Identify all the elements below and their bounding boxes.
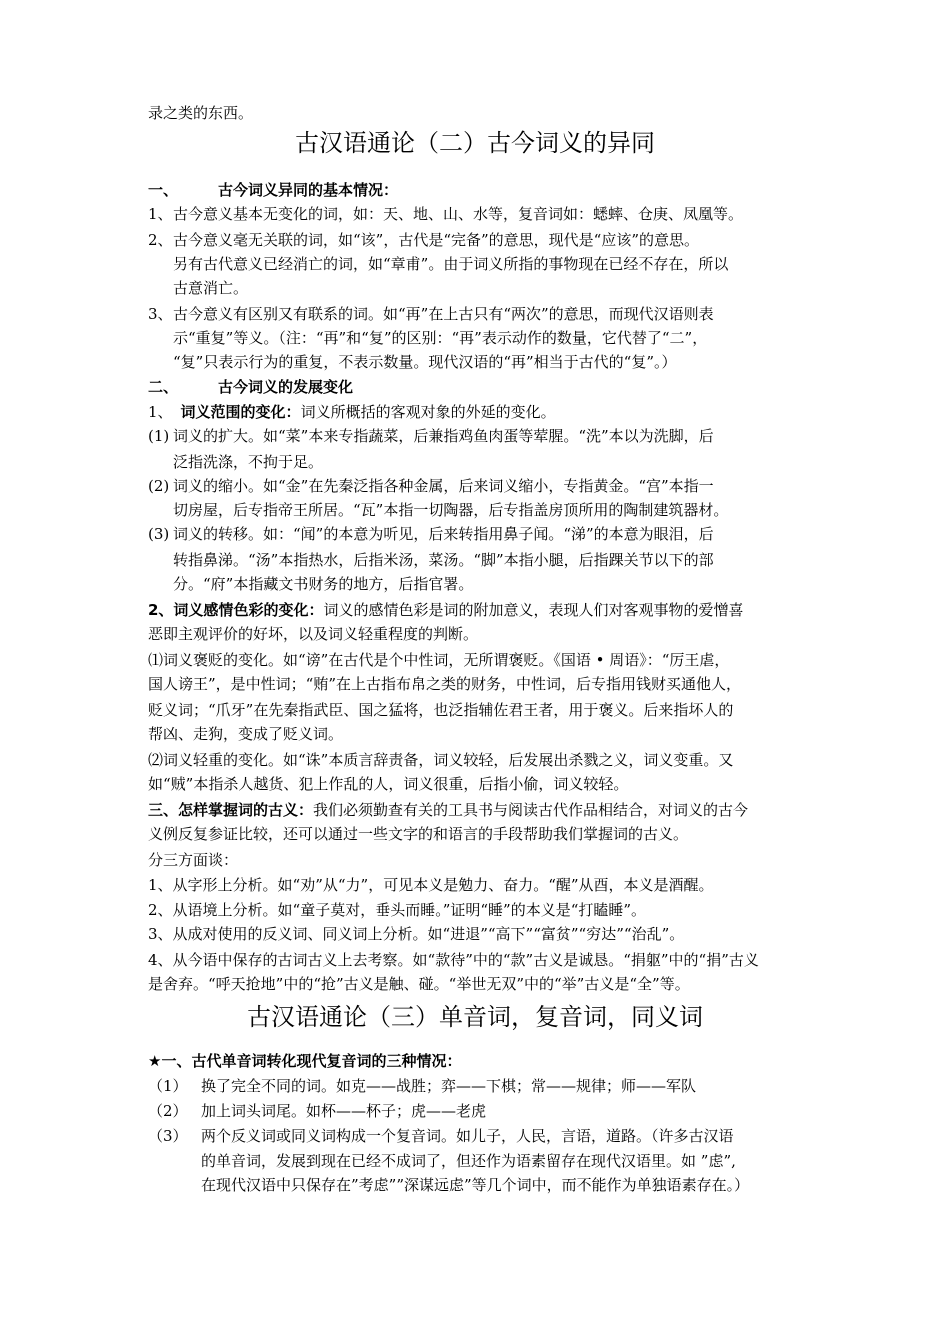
item-1-text: 古今意义基本无变化的词，如：天、地、山、水等，复音词如：蟋蟀、仓庚、凤凰等。: [173, 205, 744, 223]
item-3-line-1: 古今意义有区别又有联系的词。如“再”在上古只有“两次”的意思，而现代汉语则表: [173, 305, 714, 323]
paragraph-a-line-3: 贬义词；“爪牙”在先秦指武臣、国之猛将，也泛指辅佐君王者，用于褒义。后来指坏人的: [148, 701, 734, 719]
method-3: 3、从成对使用的反义词、同义词上分析。如“进退”“高下”“富贫”“穷达”“治乱”。: [148, 925, 685, 943]
heading-1-text: 古今词义异同的基本情况：: [218, 181, 399, 199]
subsection-1-heading: 词义范围的变化：: [180, 403, 301, 421]
subsection-1-text: 词义所概括的客观对象的外延的变化。: [300, 403, 556, 421]
heading-3-line-3: 分三方面谈：: [148, 851, 239, 869]
item-2-number: 2、: [148, 231, 173, 249]
heading-1-number: 一、: [148, 181, 179, 199]
heading-3-label: 三、怎样掌握词的古义：: [148, 801, 314, 819]
paragraph-b-line-2: 如“贼”本指杀人越货、犯上作乱的人，词义很重，后指小偷，词义较轻。: [148, 775, 629, 793]
section-3-item-2-number: （2）: [148, 1102, 188, 1120]
subsection-2-heading: 2、词义感情色彩的变化：: [148, 601, 324, 619]
subitem-1-line-2: 泛指洗涤，不拘于足。: [173, 453, 324, 471]
subitem-2-line-1: 词义的缩小。如“金”在先秦泛指各种金属，后来词义缩小，专指黄金。“宫”本指一: [173, 477, 714, 495]
heading-1: [148, 178, 398, 202]
subitem-1-number: (1): [148, 427, 170, 445]
section-3-title: 古汉语通论（三）单音词，复音词，同义词: [247, 1003, 703, 1031]
continuation-text: 录之类的东西。: [148, 104, 254, 122]
section-2-title: 古汉语通论（二）古今词义的异同: [295, 129, 655, 157]
section-3-item-3-line-2: 的单音词，发展到现在已经不成词了，但还作为语素留存在现代汉语里。如 ”虑”,: [201, 1152, 736, 1170]
item-3-number: 3、: [148, 305, 173, 323]
subsection-2: [148, 598, 743, 622]
item-2-line-1: 古今意义毫无关联的词，如“该”，古代是“完备”的意思，现代是“应该”的意思。: [173, 231, 700, 249]
item-2-line-3: 古意消亡。: [173, 279, 249, 297]
section-3-item-3-number: （3）: [148, 1127, 188, 1145]
paragraph-a-line-1: ⑴词义褒贬的变化。如“谤”在古代是个中性词，无所谓褒贬。《国语 • 周语》：“厉王虐，: [148, 651, 730, 669]
subitem-2-number: (2): [148, 477, 170, 495]
method-1: 1、从字形上分析。如“劝”从“力”，可见本义是勉力、奋力。“醒”从酉，本义是酒醒。: [148, 876, 714, 894]
item-2-line-2: 另有古代意义已经消亡的词，如“章甫”。由于词义所指的事物现在已经不存在，所以: [173, 255, 729, 273]
subitem-3-line-1: 词义的转移。如：“闻”的本意为听见，后来转指用鼻子闻。“涕”的本意为眼泪，后: [173, 525, 714, 543]
heading-2-number: 二、: [148, 378, 179, 396]
item-1-number: 1、: [148, 205, 173, 223]
section-3-item-2: 加上词头词尾。如杯——杯子；虎——老虎: [201, 1102, 487, 1120]
heading-2-text: 古今词义的发展变化: [218, 378, 354, 396]
method-4-line-2: 是舍弃。“呼天抢地”中的“抢”古义是触、碰。“举世无双”中的“举”古义是“全”等。: [148, 975, 690, 993]
section-3-item-1-number: （1）: [148, 1077, 188, 1095]
subitem-3-line-2: 转指鼻涕。“汤”本指热水，后指米汤，菜汤。“脚”本指小腿，后指踝关节以下的部: [173, 551, 714, 569]
subsection-2-line-1: 词义的感情色彩是词的附加意义，表现人们对客观事物的爱憎喜: [323, 601, 744, 619]
section-3-item-1: 换了完全不同的词。如克——战胜；弈——下棋；常——规律；师——军队: [201, 1077, 697, 1095]
subsection-2-line-2: 恶即主观评价的好坏，以及词义轻重程度的判断。: [148, 625, 479, 643]
paragraph-a-line-4: 帮凶、走狗，变成了贬义词。: [148, 725, 344, 743]
heading-3: [148, 798, 748, 822]
item-3-line-2: 示“重复”等义。（注：“再”和“复”的区别：“再”表示动作的数量，它代替了“二”，: [173, 329, 708, 347]
section-3-item-3-line-1: 两个反义词或同义词构成一个复音词。如儿子，人民，言语，道路。（许多古汉语: [201, 1127, 734, 1145]
subitem-1-line-1: 词义的扩大。如“菜”本来专指蔬菜，后兼指鸡鱼肉蛋等荤腥。“洗”本以为洗脚，后: [173, 427, 714, 445]
heading-3-line-2: 义例反复参证比较，还可以通过一些文字的和语言的手段帮助我们掌握词的古义。: [148, 825, 689, 843]
subitem-3-number: (3): [148, 525, 170, 543]
method-4-line-1: 4、从今语中保存的古词古义上去考察。如“款待”中的“款”古义是诚恳。“捐躯”中的“捐”古义: [148, 951, 759, 969]
item-3-line-3: “复”只表示行为的重复，不表示数量。现代汉语的“再”相当于古代的“复”。）: [173, 353, 677, 371]
section-3-item-3-line-3: 在现代汉语中只保存在”考虑””深谋远虑”等几个词中，而不能作为单独语素存在。）: [201, 1176, 750, 1194]
subitem-2-line-2: 切房屋，后专指帝王所居。“瓦”本指一切陶器，后专指盖房顶所用的陶制建筑器材。: [173, 501, 729, 519]
paragraph-a-line-2: 国人谤王”，是中性词；“贿”在上古指布帛之类的财务，中性词，后专指用钱财买通他人，: [148, 675, 742, 693]
method-2: 2、从语境上分析。如“童子莫对，垂头而睡。”证明“睡”的本义是“打瞌睡”。: [148, 901, 647, 919]
heading-2: [148, 375, 353, 399]
subsection-1: [148, 400, 556, 424]
subsection-1-number: 1、: [148, 403, 173, 421]
paragraph-b-line-1: ⑵词义轻重的变化。如“诛”本质言辞责备，词义较轻，后发展出杀戮之义，词义变重。又: [148, 751, 734, 769]
section-3-heading: ★一、古代单音词转化现代复音词的三种情况：: [148, 1052, 462, 1070]
heading-3-line-1: 我们必须勤查有关的工具书与阅读古代作品相结合，对词义的古今: [313, 801, 749, 819]
subitem-3-line-3: 分。“府”本指藏文书财务的地方，后指官署。: [173, 575, 474, 593]
